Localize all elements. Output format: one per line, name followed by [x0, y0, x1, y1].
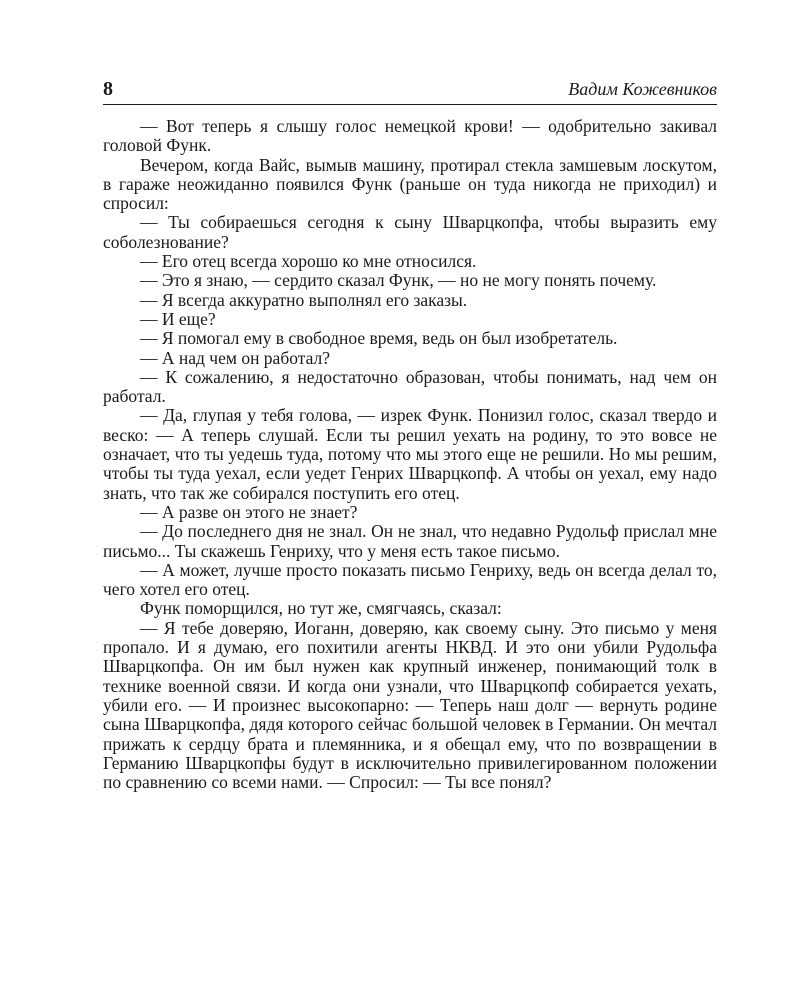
- paragraph: — А может, лучше просто показать письмо Генриху, ведь он всегда делал то, чего хотел его отец.: [103, 559, 717, 600]
- paragraph: — Его отец всегда хорошо ко мне относился.: [140, 251, 477, 272]
- paragraph: — Вот теперь я слышу голос немецкой крови! — одобрительно закивал головой Функ.: [103, 116, 717, 156]
- paragraph: — Я помогал ему в свободное время, ведь он был изобретатель.: [140, 328, 618, 349]
- body-text: [103, 117, 717, 792]
- page-number: 8: [103, 78, 113, 100]
- paragraph: — Я тебе доверяю, Иоганн, доверяю, как своему сыну. Это письмо у меня пропало. И я думаю, его похитили агенты НКВД. И это они убили Рудольфа Шварцкопфа. Он им был нужен как крупный инженер, понимающий толк в технике военной связи. И когда они узнали, что Шварцкопф собирается уехать, убили его. — И произнес высокопарно: — Теперь наш долг — вернуть родине сына Шварцкопфа, дядя которого сейчас большой человек в Германии. Он мечтал прижать к сердцу брата и племянника, и я обещал ему, что по возвращении в Германию Шварцкопфы будут в исключительно привилегированном положении по сравнению со всеми нами. — Спросил: — Ты все понял?: [103, 617, 717, 793]
- page-header: [103, 78, 717, 105]
- paragraph: — Это я знаю, — сердито сказал Функ, — но не могу понять почему.: [140, 270, 657, 291]
- paragraph: — И еще?: [140, 308, 216, 329]
- book-page: [103, 78, 717, 792]
- paragraph: — Я всегда аккуратно выполнял его заказы.: [140, 289, 468, 310]
- running-head-author: Вадим Кожевников: [568, 79, 717, 99]
- paragraph: — А над чем он работал?: [140, 347, 331, 368]
- paragraph: — Ты собираешься сегодня к сыну Шварцкопфа, чтобы выразить ему соболезнование?: [103, 212, 717, 252]
- paragraph: Функ поморщился, но тут же, смягчаясь, сказал:: [140, 598, 502, 619]
- paragraph: — До последнего дня не знал. Он не знал, что недавно Рудольф прислал мне письмо... Ты скажешь Генриху, что у меня есть такое письмо.: [103, 521, 717, 561]
- paragraph: — Да, глупая у тебя голова, — изрек Функ. Понизил голос, сказал твердо и веско: — А теперь слушай. Если ты решил уехать на родину, то это вовсе не означает, что ты уедешь туда, потому что мы этого еще не решили. Но мы решим, чтобы ты туда уехал, если уедет Генрих Шварцкопф. А чтобы он уехал, ему надо знать, что так же собирался поступить его отец.: [103, 405, 717, 503]
- paragraph: — А разве он этого не знает?: [140, 501, 358, 522]
- paragraph: — К сожалению, я недостаточно образован, чтобы понимать, над чем он работал.: [103, 366, 717, 407]
- paragraph: Вечером, когда Вайс, вымыв машину, протирал стекла замшевым лоскутом, в гараже неожиданно появился Функ (раньше он туда никогда не приходил) и спросил:: [103, 154, 717, 214]
